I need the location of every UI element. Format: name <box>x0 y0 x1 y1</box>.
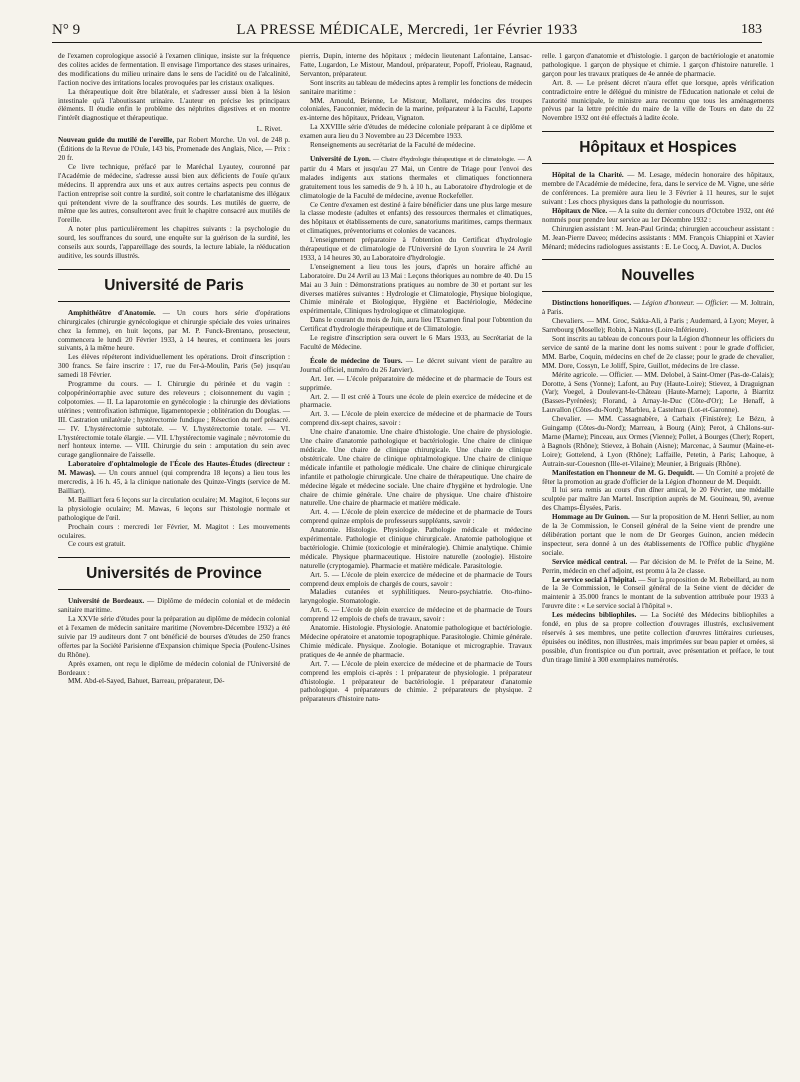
item-title: Université de Bordeaux. <box>68 597 145 606</box>
news-item <box>542 171 774 207</box>
paragraph: Mérite agricole. — Officier. — MM. Delobel, à Saint-Omer (Pas-de-Calais); Dorotte, à Sens (Yonne); Lafont, au Puy (Haute-Loire); Stievez, à Draguignan (Var); Voegel, à Doulevant-le-Château (Haute-Marne); Laporte, à Biarritz (Basses-Pyrénées); Florand, à Arnay-le-Duc (Côte-d'Or); Le Henaff, à Lauvallon (Côtes-du-Nord); Marbleu, à Castelnau (Lot-et-Garonne). <box>542 370 774 415</box>
news-item <box>542 299 774 317</box>
paragraph: La thérapeutique doit être bilatérale, et s'adresser aussi bien à la lésion intestinale qu'à l'aboutissant urinaire. L'auteur en précise les principaux éléments. Il étudie enfin le problème des néphrites digestives et en montre l'intérêt diagnostique et thérapeutique. <box>58 87 290 123</box>
issue-number: N° 9 <box>52 22 81 38</box>
paragraph: Après examen, ont reçu le diplôme de médecin colonial de l'Université de Bordeaux : <box>58 659 290 677</box>
article: Art. 3. — L'école de plein exercice de médecine et de pharmacie de Tours comprend dix-sept chaires, savoir : <box>300 410 532 428</box>
news-item <box>542 611 774 664</box>
item-title: Distinctions honorifiques. <box>552 299 632 308</box>
paragraph: Sont inscrits au tableau de concours pour la Légion d'honneur les officiers du service de santé de la marine dont les noms suivent : pour le grade d'officier, MM. Barbe, Coquin, médecins en chef de 2e classe; pour le grade de chevalier, MM. Dore, Cossyn, Le Joliff, Spire, Guillot, médecins de 1re classe. <box>542 335 774 370</box>
item-text: — A partir du 4 Mars et jusqu'au 27 Mai, un Centre de Triage pour l'envoi des malades indigents aux stations thermales et climatiques fonctionnera gratuitement tous les samedis de 9 h. à 10 h., au Laboratoire d'hydrologie et de climatologie de la Faculté de médecine, avenue Rockefeller. <box>300 154 532 200</box>
news-item <box>542 513 774 558</box>
paragraph: Sont inscrits au tableau de médecins aptes à remplir les fonctions de médecin sanitaire maritime : <box>300 78 532 96</box>
item-subtitle: — Chaire d'hydrologie thérapeutique et de climatologie. <box>370 155 516 163</box>
column-right <box>542 52 774 1072</box>
section-heading-hopitaux: Hôpitaux et Hospices <box>542 131 774 164</box>
paragraph: de l'examen coprologique associé à l'examen clinique, insiste sur la fréquence des colites acides de fermentation. Il envisage l'importance des stases urinaires, des modifications du milieu urinaire dans le sens de l'acidité ou de l'alcalinité, l'action nocive des irritations locales provoquées par les cristaux oxaliques. <box>58 52 290 87</box>
item-title: Les médecins bibliophiles. <box>552 611 637 620</box>
item-text: — A la suite du dernier concours d'Octobre 1932, ont été nommés pour prendre leur service au 1er Décembre 1932 : <box>542 206 774 224</box>
article: Art. 7. — L'école de plein exercice de médecine et de pharmacie de Tours comprend les emplois ci-après : 1 préparateur de physiologie. 1 préparateur d'histologie. 1 préparateur de bactériologie. 1 préparateur d'anatomie pathologique. 4 préparateurs de chimie. 2 préparateurs de physique. 2 préparateurs d'histoire natu- <box>300 659 532 704</box>
section-heading-province: Universités de Province <box>58 557 290 590</box>
paragraph: L'enseignement a lieu tous les jours, d'après un horaire affiché au Laboratoire. Du 24 Avril au 13 Mai : Leçons théoriques au nombre de 40. Du 15 Mai au 3 Juin : Démonstrations pratiques au nombre de 30 et portant sur les diverses matières suivantes : Hydrologie et Climatologie, Physique biologique, Chimie minérale et Biologique, Hygiène et Bactériologie, Médecine expérimentale, Cliniques hydrologique et climatologique. <box>300 262 532 316</box>
paragraph: Il lui sera remis au cours d'un dîner amical, le 20 Février, une médaille sculptée par maître Jan Martel. Inscription auprès de M. Gouineau, 90, avenue des Champs-Élysées, Paris. <box>542 486 774 513</box>
news-item <box>542 207 774 225</box>
paragraph: Ce cours est gratuit. <box>68 540 126 549</box>
news-item <box>542 469 774 487</box>
paragraph: La XXVIIIe série d'études de médecine coloniale préparant à ce diplôme et examen aura lieu du 3 Novembre au 23 Décembre 1933. <box>300 123 532 141</box>
page-number: 183 <box>741 22 762 37</box>
item-title: Manifestation en l'honneur de M. G. Dequidt. <box>552 468 695 477</box>
news-item <box>542 576 774 612</box>
article-list: Maladies cutanées et syphilitiques. Neuro-psychiatrie. Oto-rhino-laryngologie. Stomatologie. <box>300 588 532 606</box>
item-text: — M. Lesage, médecin honoraire des hôpitaux, membre de l'Académie de médecine, fera, dans le service de M. Vigne, une série de conférences. La première aura lieu le 3 Février à 11 heures, sur le sujet suivant : Les chocs physiques dans la pathologie du nourrisson. <box>542 171 774 206</box>
item-text: — Un cours hors série d'opérations chirurgicales (chirurgie gynécologique et chirurgie spéciale des voies urinaires chez la femme), en huit leçons, par M. P. Funck-Brentano, prosecteur, commencera le lundi 20 Février 1933, à 14 heures, et continuera les jours suivants, à la même heure. <box>58 308 290 353</box>
article: Art. 5. — L'école de plein exercice de médecine et de pharmacie de Tours comprend deux emplois de chargés de cours, savoir : <box>300 570 532 588</box>
item-text: — Le décret suivant vient de paraître au Journal officiel, numéro du 26 Janvier). <box>300 356 532 374</box>
paragraph: La XXVIe série d'études pour la préparation au diplôme de médecin colonial et à l'examen de médecin sanitaire maritime (Novembre-Décembre 1932) a été suivie par 19 auditeurs dont 7 ont bénéficié de bourses d'études de 250 francs offertes par la Société Parisienne d'Expansion chimique Specia (Poulenc-Usines du Rhône). <box>58 615 290 659</box>
column-middle <box>300 52 532 1072</box>
paragraph: Renseignements au secrétariat de la Faculté de médecine. <box>310 141 476 150</box>
news-item <box>542 558 774 576</box>
paragraph: MM. Abd-el-Sayed, Bahuet, Barreau, préparateur, Dé- <box>68 677 225 686</box>
paragraph: Les élèves répéteront individuellement les opérations. Droit d'inscription : 300 francs. Se faire inscrire : 17, rue du Fer-à-Moulin, Paris (5e) jusqu'au samedi 18 Février. <box>58 353 290 380</box>
article: Art. 1er. — L'école préparatoire de médecine et de pharmacie de Tours est supprimée. <box>300 374 532 392</box>
book-title: Nouveau guide du mutilé de l'oreille, <box>58 136 175 145</box>
item-text: — M. Joltrain, à Paris. <box>542 299 774 317</box>
item-title: Service médical central. <box>552 557 628 566</box>
paragraph: A noter plus particulièrement les chapitres suivants : la psychologie du sourd, les souffrances du sourd, une enquête sur la guérison de la surdité, les conseils aux sourds, l'appareillage des sourds, la lecture labiale, la rééducation auditive, les sourds illustrés. <box>58 225 290 260</box>
section-heading-nouvelles: Nouvelles <box>542 259 774 292</box>
paragraph: Chevalier. — MM. Cassagnabère, à Carhaix (Finistère); Le Bézu, à Guingamp (Côtes-du-Nord); Marreau, à Bourg (Ain); Perot, à Châlons-sur-Marne (Marne); Pinceau, aux Ormes (Vienne); Pollet, à Bourges (Cher); Ropert, à Bagnols (Rhône); Stievez, à Bohain (Aisne); Marcenac, à Saumur (Maine-et-Loire); Gottelend, à Lyon (Rhône); Laffaille, Petetin, à Paris; Lahoque, à Autrain-sur-Couesnon (Ille-et-Vilaine); Meunier, à Briguais (Rhône). <box>542 415 774 468</box>
signature: L. Rivet. <box>256 125 282 134</box>
item-text: — Par décision de M. le Préfet de la Seine, M. Perrin, médecin en chef adjoint, est promu à la 2e classe. <box>542 557 774 575</box>
article: Art. 2. — Il est créé à Tours une école de plein exercice de médecine et de pharmacie. <box>300 392 532 410</box>
item-title: Hôpital de la Charité. <box>552 171 624 180</box>
paragraph: M. Bailliart fera 6 leçons sur la circulation oculaire; M. Magitot, 6 leçons sur la physiologie oculaire; M. Mawas, 6 leçons sur l'histologie normale et pathologique de l'œil. <box>58 495 290 522</box>
article: Art. 6. — L'école de plein exercice de médecine et de pharmacie de Tours comprend 12 emplois de chefs de travaux, savoir : <box>300 606 532 624</box>
item-title: École de médecine de Tours. <box>310 356 403 365</box>
news-item <box>58 309 290 354</box>
book-review <box>58 136 290 163</box>
item-title: Laboratoire d'ophtalmologie de l'École des Hautes-Études (directeur : M. Mawas). <box>58 460 290 478</box>
news-item <box>300 357 532 375</box>
page-header <box>52 20 762 43</box>
item-title: Amphithéâtre d'Anatomie. <box>68 308 156 317</box>
item-subtitle: — Légion d'honneur. — Officier. <box>631 299 729 308</box>
item-text: — La Société des Médecins bibliophiles a fondé, en plus de sa propre collection d'ouvrages illustrés, exclusivement réservés à ses membres, une petite collection d'œuvres littéraires curieuses, épuisées ou inédites, non illustrées, mais imprimées sur beau papier et ornées, si possible, d'un frontispice ou d'un portrait, avec présentation et préface, le tout d'un tirage limité à 300 exemplaires numérotés. <box>542 611 774 664</box>
article-list: Anatomie. Histologie. Physiologie. Pathologie médicale et médecine expérimentale. Pathologie et clinique chirurgicale. Anatomie pathologique et bactériologie. Chimie (toxicologie et minéralogie). Chimie analytique. Chimie médicale. Physique pharmaceutique. Histoire naturelle (zoologie). Histoire naturelle (cryptogamie). Pharmacie et matière médicale. Parasitologie. <box>300 526 532 570</box>
paragraph: Ce livre technique, préfacé par le Maréchal Lyautey, couronné par l'Académie de médecine, s'adresse aussi bien aux déficients de l'ouïe qu'aux médecins. Il apprendra aux uns et aux autres certains aspects peu connus de l'action entreprise soit contre la surdité, soit contre le charlatanisme des illégaux qui prétendent vivre de la souffrance des sourds. Les mutilés de guerre, de même que les autres, consulteront avec fruit le chapitre consacré aux mutilés de l'oreille. <box>58 162 290 225</box>
item-title: Hommage au Dr Guinon. <box>552 513 630 522</box>
news-item <box>58 597 290 615</box>
paragraph: MM. Arnould, Brienne, Le Mistour, Mollaret, médecins des troupes coloniales, Fauconnier, médecin de la marine, préparateur à la Faculté, Laporte ex-interne des hôpitaux, Prideau, Vignaton. <box>300 96 532 123</box>
article: Art. 4. — L'école de plein exercice de médecine et de pharmacie de Tours comprend quinze emplois de professeurs suppléants, savoir : <box>300 508 532 526</box>
paragraph: Art. 8. — Le présent décret n'aura effet que lorsque, après vérification contradictoire entre le délégué du ministre de l'Education nationale et celui de l'autorité municipale, le ministre aura reconnu que tous les aménagements prévus par la lettre précitée du maire de la ville de Tours en date du 22 Novembre 1932 ont été effectués à ladite école. <box>542 78 774 123</box>
item-text: — Un Comité a projeté de fêter la promotion au grade d'officier de la Légion d'honneur de M. Dequidt. <box>542 468 774 486</box>
paragraph: L'enseignement préparatoire à l'obtention du Certificat d'hydrologie thérapeutique et de climatologie de l'Université de Lyon s'ouvrira le 24 Avril 1933, à 14 heures 30, au Laboratoire d'hydrologie. <box>300 236 532 262</box>
paragraph: relle. 1 garçon d'anatomie et d'histologie. 1 garçon de bactériologie et anatomie pathologique. 1 garçon de physique et chimie. 1 garçon d'histoire naturelle. 1 garçon pour les travaux pratiques de 4e année de pharmacie. <box>542 52 774 78</box>
paragraph: Dans le courant du mois de Juin, aura lieu l'Examen final pour l'obtention du Certificat d'hydrologie thérapeutique et de Climatologie. <box>300 316 532 334</box>
section-heading-paris: Université de Paris <box>58 269 290 302</box>
column-left <box>58 52 290 1072</box>
item-title: Université de Lyon. <box>310 154 371 163</box>
news-item <box>58 460 290 496</box>
book-details: par Robert Morche. Un vol. de 248 p. (Éditions de la Revue de l'Ouïe, 143 bis, Promenade des Anglais, Nice, — Prix : 20 fr. <box>58 136 290 162</box>
journal-title: LA PRESSE MÉDICALE, Mercredi, 1er Février 1933 <box>236 22 578 38</box>
item-text: — Sur la proposition de M. Rebeillard, au nom de la 3e Commission, le Conseil général de la Seine vient de décider de maintenir à 35.000 francs le montant de la subvention attribuée pour 1933 à l'œuvre dite : « Le service social à l'hôpital ». <box>542 575 774 611</box>
news-item <box>300 155 532 201</box>
item-text: — Diplôme de médecin colonial et de médecin sanitaire maritime. <box>58 597 290 615</box>
paragraph: Ce Centre d'examen est destiné à faire bénéficier dans une plus large mesure la classe modeste (adultes et enfants) des ressources thermales et climatiques, des hôpitaux et établissements de cure, sanatoriums maritimes, camps thermaux et climatiques, préventoriums et colonies de vacances. <box>300 200 532 236</box>
item-title: Le service social à l'hôpital. <box>552 575 637 584</box>
article-list: Anatomie. Histologie. Physiologie. Anatomie pathologique et bactériologie. Médecine opératoire et anatomie topographique. Parasitologie. Chimie générale. Chimie médicale. Physique. Zoologie. Botanique et micrographie. Travaux pratiques de 4e année de pharmacie. <box>300 624 532 659</box>
item-title: Hôpitaux de Nice. <box>552 206 608 215</box>
article-list: Une chaire d'anatomie. Une chaire d'histologie. Une chaire de physiologie. Une chaire d'anatomie pathologique et bactériologie. Une chaire de clinique médicale. Une chaire de clinique chirurgicale. Une chaire de clinique obstétricale. Une chaire de clinique ophtalmologique. Une chaire de clinique médicale infantile et pathologie médicale. Une chaire de clinique chirurgicale infantile et pathologie chirurgicale. Une chaire de thérapeutique. Une chaire de médecine légale et médecine sociale. Une chaire d'hygiène et hydrologie. Une chaire de chimie générale. Une chaire de physique. Une chaire d'histoire naturelle. Une chaire de pharmacie et matière médicale. <box>300 428 532 508</box>
paragraph: Chevaliers. — MM. Groc, Sakka-Ali, à Paris ; Audemard, à Lyon; Meyer, à Sarrebourg (Moselle); Robin, à Nantes (Loire-Inférieure). <box>542 317 774 335</box>
paragraph: Prochain cours : mercredi 1er Février, M. Magitot : Les mouvements oculaires. <box>58 522 290 540</box>
paragraph: Programme du cours. — I. Chirurgie du périnée et du vagin : colpopérinéorraphie avec suture des releveurs ; cloisonnement du vagin ; colpotomies. — II. La laparotomie en gynécologie : la chirurgie des déviations utérines ; ventrofixation isthmique, ligamentopexie ; oblitération du Douglas. — III. Castration unilatérale ; hystérectomie fundique ; Résection du nerf présacré. — IV. L'hystérectomie subtotale. — V. L'hystérectomie totale. — VI. L'hystérectomie totale élargie. — VII. L'hystérectomie vaginale ; névrotomie du nerf honteux interne. — VIII. Chirurgie du sein : amputation du sein avec curage ganglionnaire de l'aisselle. <box>58 380 290 460</box>
paragraph: pierris, Dupin, interne des hôpitaux ; médecin lieutenant Lafontaine, Lansac-Fatte, Lugardon, Le Mistour, Mandoul, préparateur, Popoff, Prioleau, Ragnaud, Servanton, préparateur. <box>300 52 532 78</box>
paragraph: Le registre d'inscription sera ouvert le 6 Mars 1933, au Secrétariat de la Faculté de Médecine. <box>300 334 532 351</box>
item-text: — Un cours annuel (qui comprendra 18 leçons) a lieu tous les mercredis, à 16 h. 45, à la clinique nationale des Quinze-Vingts (service de M. Bailliart). <box>58 469 290 495</box>
item-text: — Sur la proposition de M. Henri Sellier, au nom de la 3e Commission, le Conseil général de la Seine vient de prendre une délibération portant que le nom de Dr Georges Guinon, ancien médecin inspecteur, sera donné à un des établissements de l'Office public d'hygiène sociale. <box>542 513 774 557</box>
paragraph: Chirurgien assistant : M. Jean-Paul Grinda; chirurgien accoucheur assistant : M. Jean-Pierre Daveo; médecins assistants : MM. François Chiappini et Xavier Ménard; médecins radiologues assistants : E. Le Cocq, A. Daviot, A. Duclos <box>542 224 774 251</box>
